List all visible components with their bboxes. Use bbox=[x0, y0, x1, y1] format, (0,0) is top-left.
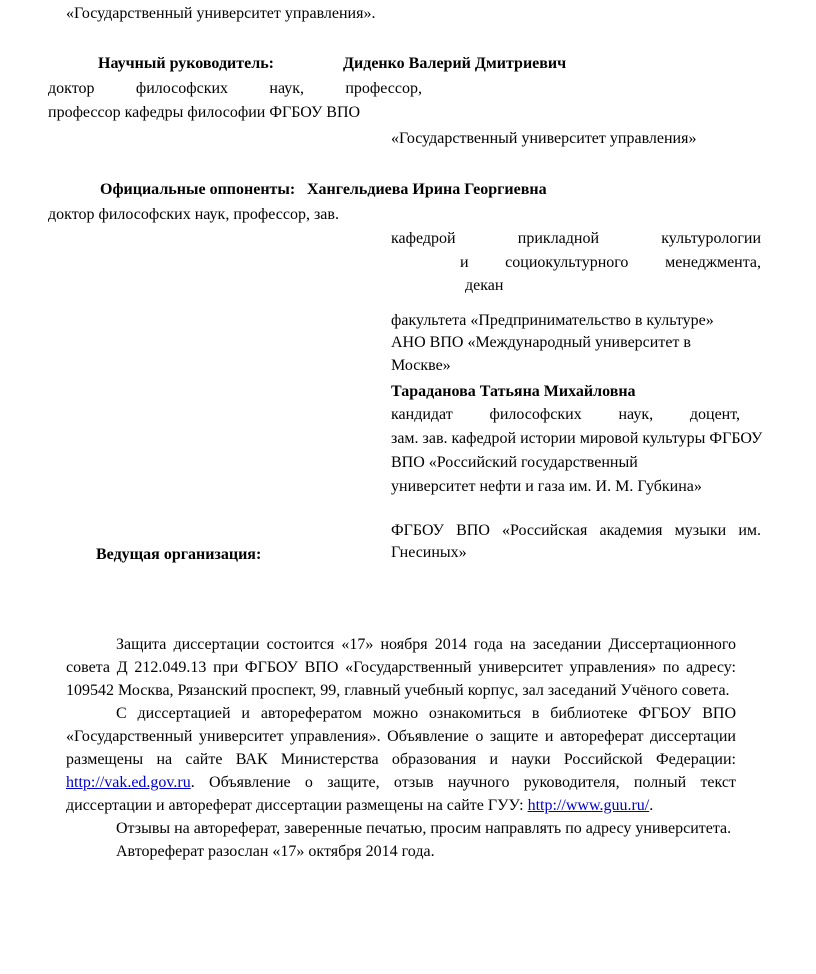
supervisor-degree-line bbox=[48, 79, 422, 99]
supervisor-organization: «Государственный университет управления» bbox=[391, 130, 697, 147]
leading-org-word: «Российская bbox=[502, 522, 588, 539]
leading-org-word: им. bbox=[738, 522, 762, 539]
leading-org-word: ФГБОУ bbox=[391, 522, 444, 539]
opponent-1-faculty: факультета «Предпринимательство в культуре» bbox=[391, 312, 714, 329]
leading-org-word: ВПО bbox=[456, 522, 490, 539]
opponent-1-word: культурологии bbox=[661, 230, 762, 247]
supervisor-name: Диденко Валерий Дмитриевич bbox=[343, 55, 567, 72]
opponent-1-university: АНО ВПО «Международный университет в bbox=[391, 334, 691, 351]
opponent-1-word: менеджмента, bbox=[665, 254, 762, 271]
opponent-1-word: кафедрой bbox=[391, 230, 456, 247]
leading-organization-line bbox=[391, 521, 761, 541]
leading-org-word: музыки bbox=[674, 522, 727, 539]
opponent-2-position: зам. зав. кафедрой истории мировой культуры ФГБОУ bbox=[391, 430, 763, 447]
sent-date-paragraph: Автореферат разослан «17» октября 2014 года. bbox=[116, 843, 435, 860]
opponents-label: Официальные оппоненты: bbox=[100, 181, 296, 198]
opponent-2-word: кандидат bbox=[391, 406, 453, 423]
leading-organization-line-2: Гнесиных» bbox=[391, 544, 467, 561]
opponent-2-word: наук, bbox=[618, 406, 654, 423]
opponent-2-university-2: университет нефти и газа им. И. М. Губкина» bbox=[391, 478, 702, 495]
opponent-1-department-line-2 bbox=[460, 253, 761, 273]
supervisor-degree-word: философских bbox=[135, 80, 229, 97]
opponent-2-university: ВПО «Российский государственный bbox=[391, 454, 638, 471]
opponent-2-word: философских bbox=[489, 406, 582, 423]
leading-organization-label: Ведущая организация: bbox=[96, 546, 262, 563]
opponent-1-word: и социокультурного bbox=[460, 254, 629, 271]
supervisor-degree-word: доктор bbox=[48, 80, 95, 97]
library-text-3: . bbox=[649, 797, 654, 814]
library-text-2: . Объявление о защите, отзыв научного руководителя, полный текст диссертации и автореферат диссертации размещены на сайте ГУУ: bbox=[66, 774, 736, 814]
opponent-2-word: доцент, bbox=[689, 406, 741, 423]
library-text: С диссертацией и авторефератом можно ознакомиться в библиотеке ФГБОУ ВПО «Государственный университет управления». Объявление о защите и автореферат диссертации размещены на сайте ВАК Министерства образования и науки Российской Федерации: bbox=[66, 705, 736, 768]
opponent-1-degree: доктор философских наук, профессор, зав. bbox=[48, 206, 339, 223]
defense-paragraph: Защита диссертации состоится «17» ноября 2014 года на заседании Диссертационного совета Д 212.049.13 при ФГБОУ ВПО «Государственный университет управления» по адресу: 109542 Москва, Рязанский проспект, 99, главный учебный корпус, зал заседаний Учёного совета. bbox=[66, 636, 736, 699]
opponent-1-city: Москве» bbox=[391, 357, 451, 374]
supervisor-position-line: профессор кафедры философии ФГБОУ ВПО bbox=[48, 104, 361, 121]
opponent-1-department-line bbox=[391, 229, 761, 249]
opponent-2-name: Тараданова Татьяна Михайловна bbox=[391, 383, 636, 400]
opponent-2-degree-line bbox=[391, 405, 740, 425]
supervisor-degree-word: наук, bbox=[269, 80, 305, 97]
defense-info-text bbox=[66, 633, 736, 863]
reviews-paragraph: Отзывы на автореферат, заверенные печатью, просим направлять по адресу университета. bbox=[116, 820, 732, 837]
leading-org-word: академия bbox=[599, 522, 663, 539]
library-paragraph bbox=[66, 702, 736, 817]
opponent-1-dean: декан bbox=[465, 277, 504, 294]
supervisor-degree-word: профессор, bbox=[345, 80, 422, 97]
university-name-line: «Государственный университет управления». bbox=[66, 5, 376, 22]
vak-link[interactable]: http://vak.ed.gov.ru bbox=[66, 774, 191, 791]
guu-link[interactable]: http://www.guu.ru/ bbox=[527, 797, 650, 814]
opponent-1-name: Хангельдиева Ирина Георгиевна bbox=[307, 181, 547, 198]
supervisor-label: Научный руководитель: bbox=[98, 55, 274, 72]
opponent-1-word: прикладной bbox=[517, 230, 600, 247]
